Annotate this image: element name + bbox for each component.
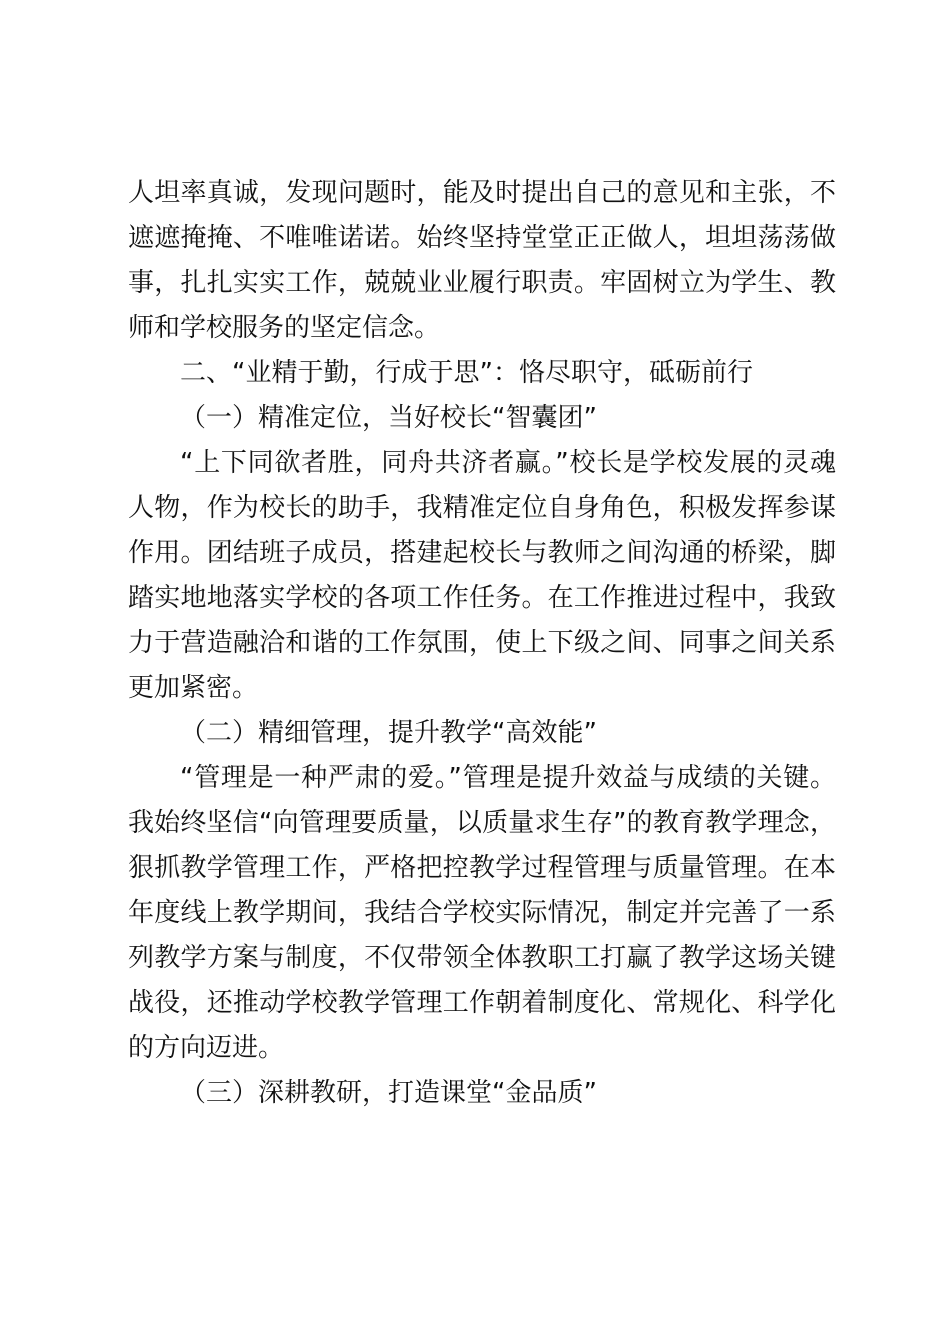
subsection-heading-2: （二）精细管理，提升教学“高效能” bbox=[180, 718, 597, 748]
section-heading-2: 二、“业精于勤，行成于思”：恪尽职守，砥砺前行 bbox=[180, 358, 753, 388]
document-body bbox=[128, 171, 836, 1116]
paragraph-management: “管理是一种严肃的爱。”管理是提升效益与成绩的关键。我始终坚信“向管理要质量，以质量求生存”的教育教学理念，狠抓教学管理工作，严格把控教学过程管理与质量管理。在本年度线上教学期间，我结合学校实际情况，制定并完善了一系列教学方案与制度，不仅带领全体教职工打赢了教学这场关键战役，还推动学校教学管理工作朝着制度化、常规化、科学化的方向迈进。 bbox=[128, 763, 836, 1063]
paragraph-continuation: 人坦率真诚，发现问题时，能及时提出自己的意见和主张，不遮遮掩掩、不唯唯诺诺。始终坚持堂堂正正做人，坦坦荡荡做事，扎扎实实工作，兢兢业业履行职责。牢固树立为学生、教师和学校服务的坚定信念。 bbox=[128, 178, 836, 343]
subsection-heading-3: （三）深耕教研，打造课堂“金品质” bbox=[180, 1078, 597, 1108]
paragraph-positioning: “上下同欲者胜，同舟共济者赢。”校长是学校发展的灵魂人物，作为校长的助手，我精准定位自身角色，积极发挥参谋作用。团结班子成员，搭建起校长与教师之间沟通的桥梁，脚踏实地地落实学校的各项工作任务。在工作推进过程中，我致力于营造融洽和谐的工作氛围，使上下级之间、同事之间关系更加紧密。 bbox=[128, 448, 836, 703]
subsection-heading-1: （一）精准定位，当好校长“智囊团” bbox=[180, 403, 597, 433]
